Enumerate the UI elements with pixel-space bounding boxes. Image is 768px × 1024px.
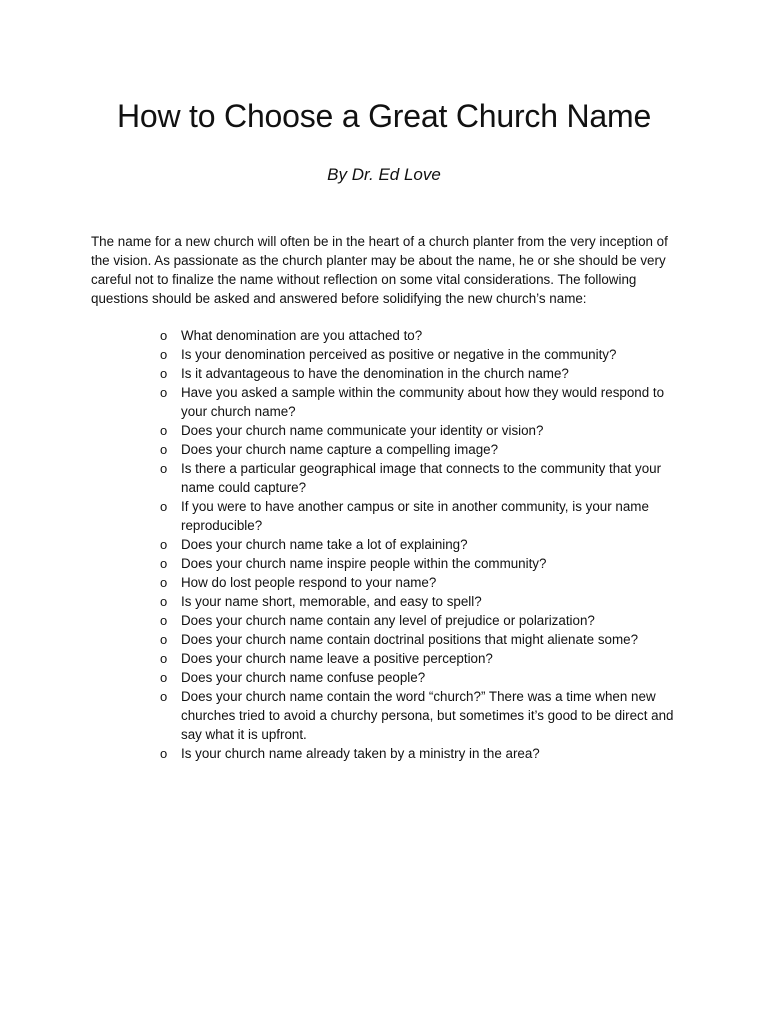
- list-item: [160, 668, 690, 687]
- page-title: How to Choose a Great Church Name: [116, 98, 652, 134]
- list-item-text: How do lost people respond to your name?: [181, 575, 437, 590]
- list-item: [160, 497, 690, 535]
- list-item: [160, 421, 690, 440]
- list-item: [160, 364, 690, 383]
- bullet-icon: o: [160, 613, 168, 628]
- list-item-text: Does your church name contain doctrinal positions that might alienate some?: [181, 632, 639, 647]
- list-item: [160, 687, 690, 744]
- list-item: [160, 649, 690, 668]
- list-item-text: Does your church name take a lot of explaining?: [181, 537, 468, 552]
- bullet-icon: o: [160, 689, 168, 704]
- list-item-text: Is there a particular geographical image that connects to the community that your name could capture?: [181, 461, 662, 495]
- bullet-icon: o: [160, 746, 168, 761]
- bullet-icon: o: [160, 423, 168, 438]
- list-item: [160, 326, 690, 345]
- list-item: [160, 554, 690, 573]
- list-item-text: Is your church name already taken by a ministry in the area?: [181, 746, 540, 761]
- list-item-text: Does your church name contain any level of prejudice or polarization?: [181, 613, 595, 628]
- bullet-icon: o: [160, 575, 168, 590]
- list-item-text: Is it advantageous to have the denomination in the church name?: [181, 366, 569, 381]
- list-item-text: Does your church name inspire people within the community?: [181, 556, 547, 571]
- bullet-icon: o: [160, 556, 168, 571]
- list-item: [160, 611, 690, 630]
- list-item-text: Have you asked a sample within the community about how they would respond to your church name?: [181, 385, 665, 419]
- list-item: [160, 345, 690, 364]
- list-item-text: What denomination are you attached to?: [181, 328, 423, 343]
- bullet-icon: o: [160, 347, 168, 362]
- list-item-text: Does your church name contain the word “church?” There was a time when new churches tried to avoid a churchy persona, but sometimes it’s good to be direct and say what it is upfront.: [181, 689, 674, 742]
- list-item: [160, 592, 690, 611]
- list-item: [160, 383, 690, 421]
- bullet-icon: o: [160, 651, 168, 666]
- intro-paragraph: The name for a new church will often be in the heart of a church planter from the very inception of the vision. As passionate as the church planter may be about the name, he or she should be very careful not to finalize the name without reflection on some vital considerations. The following questions should be asked and answered before solidifying the new church’s name:: [91, 234, 668, 306]
- question-list: [160, 326, 690, 763]
- list-item-text: If you were to have another campus or site in another community, is your name reproducible?: [181, 499, 649, 533]
- list-item-text: Is your name short, memorable, and easy to spell?: [181, 594, 482, 609]
- list-item: [160, 535, 690, 554]
- bullet-icon: o: [160, 442, 168, 457]
- author-byline: By Dr. Ed Love: [327, 165, 441, 184]
- bullet-icon: o: [160, 461, 168, 476]
- list-item-text: Does your church name leave a positive perception?: [181, 651, 493, 666]
- bullet-icon: o: [160, 670, 168, 685]
- bullet-icon: o: [160, 499, 168, 514]
- list-item-text: Does your church name confuse people?: [181, 670, 426, 685]
- list-item-text: Is your denomination perceived as positive or negative in the community?: [181, 347, 617, 362]
- list-item: [160, 744, 690, 763]
- list-item: [160, 440, 690, 459]
- bullet-icon: o: [160, 594, 168, 609]
- bullet-icon: o: [160, 366, 168, 381]
- bullet-icon: o: [160, 632, 168, 647]
- bullet-icon: o: [160, 537, 168, 552]
- list-item: [160, 459, 690, 497]
- bullet-icon: o: [160, 328, 168, 343]
- bullet-icon: o: [160, 385, 168, 400]
- list-item: [160, 630, 690, 649]
- list-item-text: Does your church name capture a compelling image?: [181, 442, 499, 457]
- list-item: [160, 573, 690, 592]
- list-item-text: Does your church name communicate your identity or vision?: [181, 423, 544, 438]
